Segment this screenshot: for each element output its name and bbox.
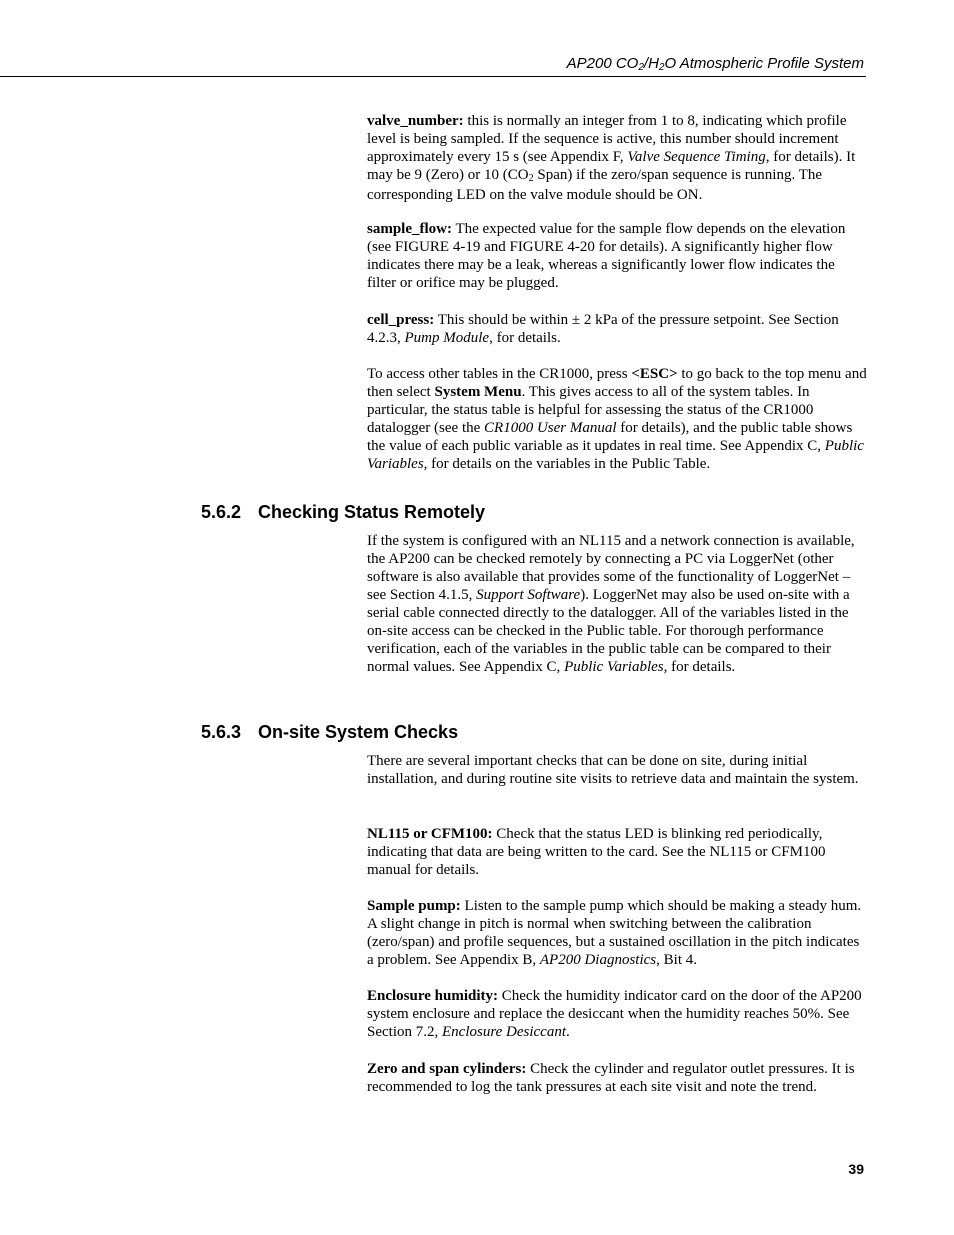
term-enclosure-humidity: Enclosure humidity: <box>367 988 498 1004</box>
paragraph-cell-press: cell_press: This should be within ± 2 kPa of the pressure setpoint. See Section 4.2.3, Pump Module, for details. <box>367 312 839 346</box>
section-heading-5-6-3: 5.6.3 On-site System Checks <box>201 722 459 742</box>
paragraph-onsite-intro: There are several important checks that can be done on site, during initial installation, and during routine site visits to retrieve data and maintain the system. <box>367 753 859 787</box>
paragraph-zero-span-cylinders: Zero and span cylinders: Check the cylinder and regulator outlet pressures. It is recommended to log the tank pressures at each site visit and note the trend. <box>367 1061 855 1095</box>
paragraph-enclosure-humidity: Enclosure humidity: Check the humidity indicator card on the door of the AP200 system enclosure and replace the desiccant when the humidity reaches 50%. See Section 7.2, Enclosure Desiccant. <box>367 988 862 1040</box>
paragraph-nl115: NL115 or CFM100: Check that the status LED is blinking red periodically, indicating that data are being written to the card. See the NL115 or CFM100 manual for details. <box>367 826 826 878</box>
term-nl115: NL115 or CFM100: <box>367 826 493 842</box>
header-rule <box>0 76 866 77</box>
paragraph-sample-pump: Sample pump: Listen to the sample pump which should be making a steady hum. A slight change in pitch is normal when switching between the calibration (zero/span) and profile sequences, but a sustained oscillation in the pitch indicates a problem. See Appendix B, AP200 Diagnostics, Bit 4. <box>367 898 862 968</box>
paragraph-remote-check: If the system is configured with an NL115 and a network connection is available, the AP200 can be checked remotely by connecting a PC via LoggerNet (other software is also available that provides some of the functionality of LoggerNet – see Section 4.1.5, Support Software). LoggerNet may also be used on-site with a serial cable connected directly to the datalogger. All of the variables listed in the on-site access can be checked in the Public table. For thorough performance verification, each of the variables in the public table can be compared to their normal values. See Appendix C, Public Variables, for details. <box>367 533 855 675</box>
paragraph-sample-flow: sample_flow: The expected value for the sample flow depends on the elevation (see FIGURE 4-19 and FIGURE 4-20 for details). A significantly higher flow indicates there may be a leak, whereas a significantly lower flow indicates the filter or orifice may be plugged. <box>367 221 846 291</box>
term-zero-span-cylinders: Zero and span cylinders: <box>367 1061 527 1077</box>
section-heading-5-6-2: 5.6.2 Checking Status Remotely <box>201 502 486 522</box>
paragraph-valve-number: valve_number: this is normally an integer from 1 to 8, indicating which profile level is being sampled. If the sequence is active, this number should increment approximately every 15 s (see Appendix F, Valve Sequence Timing, for details). It may be 9 (Zero) or 10 ($CO_2$ Span) if the zero/span sequence is running. The corresponding LED on the valve module should be ON. <box>367 113 856 203</box>
term-sample-flow: sample_flow: <box>367 221 452 237</box>
term-cell-press: cell_press: <box>367 312 435 328</box>
running-header: AP200 $CO_2/H_2O$ Atmospheric Profile System <box>566 55 864 73</box>
paragraph-table-access: To access other tables in the CR1000, press <ESC> to go back to the top menu and then select System Menu. This gives access to all of the system tables. In particular, the status table is helpful for assessing the status of the CR1000 datalogger (see the CR1000 User Manual for details), and the public table shows the value of each public variable as it updates in real time. See Appendix C, Public Variables, for details on the variables in the Public Table. <box>367 366 867 472</box>
page-number: 39 <box>848 1161 864 1177</box>
term-sample-pump: Sample pump: <box>367 898 461 914</box>
term-valve-number: valve_number: <box>367 113 464 129</box>
